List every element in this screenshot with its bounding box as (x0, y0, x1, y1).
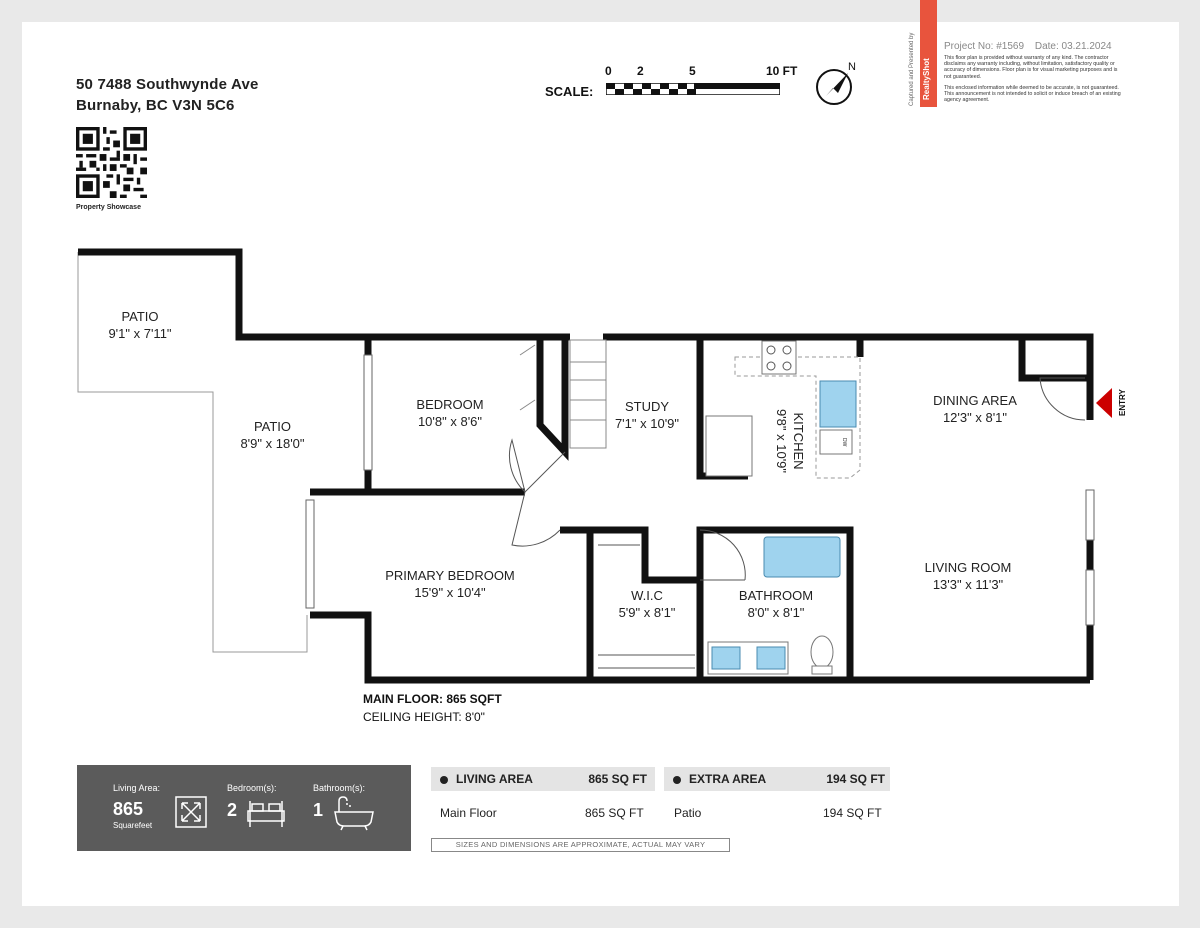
address-line-2: Burnaby, BC V3N 5C6 (76, 97, 235, 114)
room-dims: 9'8" x 10'9" (774, 408, 789, 474)
extra-area-total: 194 SQ FT (826, 772, 885, 786)
ceiling-height: CEILING HEIGHT: 8'0" (363, 710, 485, 724)
room-dims: 10'8" x 8'6" (417, 414, 483, 429)
qr-caption: Property Showcase (76, 204, 141, 211)
room-dims: 13'3" x 11'3" (932, 577, 1004, 592)
bedrooms-label: Bedroom(s): (227, 783, 277, 793)
main-floor-label: Main Floor (440, 806, 497, 820)
brand-logo: RealtyShot (922, 58, 931, 100)
walls (78, 252, 1090, 680)
room-patio-large (225, 418, 320, 452)
room-dims: 9'1" x 7'11" (108, 326, 172, 341)
project-date: Date: 03.21.2024 (1034, 41, 1112, 52)
area-expand-icon (175, 796, 207, 828)
room-name: PATIO (121, 309, 159, 324)
room-name: LIVING ROOM (924, 560, 1012, 575)
scale-tick-10: 10 FT (766, 64, 798, 78)
disclaimer-2: This enclosed information while deemed to be accurate, is not guaranteed. This announcement is not intended to solicit or induce breach of an existing agency agreement. (944, 84, 1121, 104)
entry-label: ENTRY (1118, 389, 1127, 416)
room-dims: 5'9" x 8'1" (618, 605, 676, 620)
living-area-label: Living Area: (113, 783, 161, 793)
project-number: Project No: #1569 (944, 41, 1025, 52)
bullet-icon (673, 776, 681, 784)
living-area-total: 865 SQ FT (588, 772, 647, 786)
bullet-icon (440, 776, 448, 784)
room-living-room (908, 559, 1028, 593)
main-floor-area: MAIN FLOOR: 865 SQFT (363, 692, 502, 706)
extra-area-header (664, 767, 890, 791)
scale-tick-5: 5 (689, 64, 696, 78)
property-summary (77, 765, 411, 851)
bathrooms-value: 1 (313, 800, 324, 820)
living-area-value: 865 (113, 799, 144, 819)
bathrooms-label: Bathroom(s): (313, 783, 366, 793)
room-name: PRIMARY BEDROOM (385, 568, 515, 583)
floor-info (363, 690, 502, 726)
room-bathroom (726, 587, 826, 621)
scale-tick-2: 2 (637, 64, 644, 78)
bathtub-icon (331, 795, 377, 831)
north-label: N (848, 61, 856, 73)
room-name: STUDY (624, 399, 670, 414)
room-primary-bedroom (375, 567, 525, 601)
living-area-unit: Squarefeet (113, 821, 153, 830)
scale-label: SCALE: (545, 84, 594, 99)
room-walk-in-closet (602, 587, 692, 621)
room-name: DINING AREA (933, 393, 1017, 408)
room-bedroom (400, 396, 500, 430)
patio-label: Patio (674, 806, 702, 820)
room-name: BATHROOM (738, 588, 814, 603)
room-name: BEDROOM (416, 397, 484, 412)
room-study (602, 398, 692, 432)
room-patio-small (95, 308, 185, 342)
room-dims: 7'1" x 10'9" (614, 416, 680, 431)
room-dims: 12'3" x 8'1" (942, 410, 1008, 425)
room-dims: 15'9" x 10'4" (414, 585, 486, 600)
bed-icon (245, 799, 287, 829)
patio-value: 194 SQ FT (823, 806, 882, 820)
main-floor-value: 865 SQ FT (585, 806, 644, 820)
room-dims: 8'9" x 18'0" (240, 436, 305, 451)
room-name: KITCHEN (791, 412, 806, 470)
room-dining-area (915, 392, 1035, 426)
room-dims: 8'0" x 8'1" (747, 605, 805, 620)
entry-arrow-icon (1096, 388, 1112, 418)
approximation-note: SIZES AND DIMENSIONS ARE APPROXIMATE, ACTUAL MAY VARY (431, 838, 730, 852)
living-area-title: LIVING AREA (456, 772, 533, 786)
dishwasher-label: DW (841, 438, 847, 447)
room-name: W.I.C (631, 588, 663, 603)
disclaimer-1: This floor plan is provided without warranty of any kind. The contractor disclaims any warranty including, without limitation, satisfactory quality or accuracy of dimensions. Floor plan is for visual marketing purposes and is not guaranteed. (944, 55, 1118, 80)
living-area-header (431, 767, 655, 791)
brand-side-text: Captured and Presented by (909, 32, 915, 106)
address-line-1: 50 7488 Southwynde Ave (76, 76, 259, 93)
room-kitchen (773, 391, 807, 491)
scale-tick-0: 0 (605, 64, 612, 78)
bedrooms-value: 2 (227, 800, 238, 820)
extra-area-title: EXTRA AREA (689, 772, 767, 786)
room-name: PATIO (253, 419, 292, 434)
